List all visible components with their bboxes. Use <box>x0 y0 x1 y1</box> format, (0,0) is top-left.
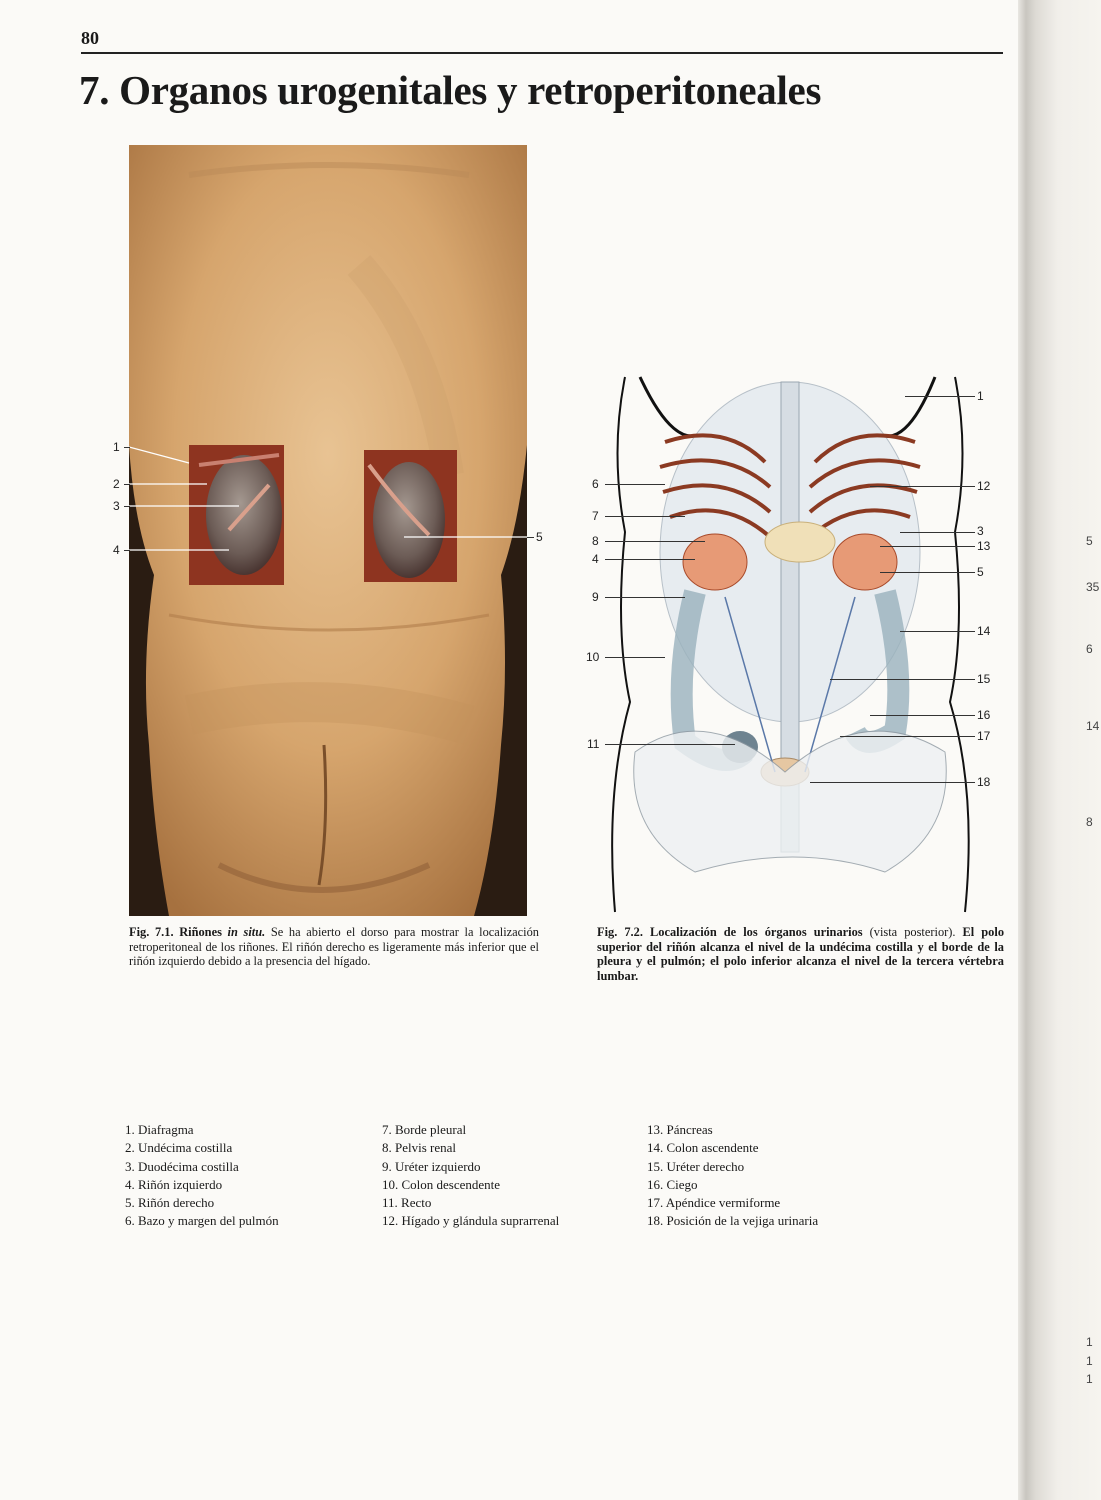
diagram-callout-15: 15 <box>977 672 991 686</box>
facing-page-number: 1 <box>1086 1372 1093 1386</box>
legend-item: 2. Undécima costilla <box>125 1140 233 1156</box>
diagram-callout-16: 16 <box>977 708 991 722</box>
facing-page-number: 14 <box>1086 719 1100 733</box>
legend-item: 3. Duodécima costilla <box>125 1158 239 1174</box>
diagram-callout-17: 17 <box>977 729 991 743</box>
facing-page-number: 8 <box>1086 815 1093 829</box>
figure1-caption <box>129 925 539 969</box>
diagram-callout-13: 13 <box>977 539 991 553</box>
facing-page-number: 5 <box>1086 534 1093 548</box>
urinary-organs-diagram <box>585 372 1005 917</box>
legend-item: 14. Colon ascendente <box>647 1140 759 1156</box>
legend-item: 6. Bazo y margen del pulmón <box>125 1213 279 1229</box>
diagram-callout-7: 7 <box>592 509 599 523</box>
figure2-heading: Localización de los órganos urinarios <box>649 925 863 939</box>
legend-item: 16. Ciego <box>647 1176 698 1192</box>
figure1-heading: Riñones <box>179 925 228 939</box>
diagram-callout-11: 11 <box>587 737 600 751</box>
legend-item: 7. Borde pleural <box>382 1122 467 1137</box>
facing-page-number: 1 <box>1086 1335 1093 1349</box>
diagram-callout-1: 1 <box>977 389 984 403</box>
legend-item: 10. Colon descendente <box>382 1176 501 1192</box>
legend-item: 1. Diafragma <box>125 1122 194 1137</box>
facing-page-number: 1 <box>1086 1354 1093 1368</box>
legend-item: 15. Uréter derecho <box>647 1158 745 1174</box>
legend-item: 13. Páncreas <box>647 1122 713 1137</box>
header-rule <box>81 52 1003 54</box>
figure2-label: Fig. 7.2. <box>597 925 643 939</box>
diagram-callout-10: 10 <box>586 650 600 664</box>
legend-column-2 <box>382 1121 559 1231</box>
legend-item: 17. Apéndice vermiforme <box>647 1195 781 1211</box>
photo-callout-1: 1 <box>113 440 120 454</box>
legend-item: 9. Uréter izquierdo <box>382 1158 481 1174</box>
diagram-callout-3: 3 <box>977 524 984 538</box>
photo-callout-2: 2 <box>113 477 120 491</box>
legend-item: 4. Riñón izquierdo <box>125 1176 223 1192</box>
diagram-callout-14: 14 <box>977 624 991 638</box>
kidney-in-situ-photo <box>129 145 527 916</box>
legend-item: 18. Posición de la vejiga urinaria <box>647 1213 819 1229</box>
figure2-text-plain: (vista posterior). <box>869 925 956 939</box>
diagram-callout-9: 9 <box>592 590 599 604</box>
diagram-callout-12: 12 <box>977 479 991 493</box>
chapter-title: 7. Organos urogenitales y retroperitoneales <box>79 67 822 113</box>
photo-callout-5: 5 <box>536 530 543 544</box>
facing-page-number: 6 <box>1086 642 1093 656</box>
legend-item: 11. Recto <box>382 1195 432 1211</box>
photo-callout-3: 3 <box>113 499 120 513</box>
binding-gutter <box>1018 0 1101 1500</box>
photo-callout-4: 4 <box>113 543 120 557</box>
diagram-callout-18: 18 <box>977 775 991 789</box>
figure1-text: Se ha abierto el dorso para mostrar la localización retroperitoneal de los riñones. El riñón derecho es ligeramente más inferior que el riñón izquierdo debido a la presencia del hígado. <box>129 925 539 969</box>
legend-column-3 <box>647 1121 818 1231</box>
figure2-caption <box>597 925 1004 983</box>
diagram-callout-8: 8 <box>592 534 599 548</box>
figure1-label: Fig. 7.1. <box>129 925 174 939</box>
figure1-heading-italic: in situ. <box>227 925 266 939</box>
page-number: 80 <box>81 28 99 48</box>
diagram-callout-4: 4 <box>592 552 599 566</box>
figure2-text-bold: El polo superior del riñón alcanza el nivel de la undécima costilla y el borde de la pleura y el pulmón; el polo inferior alcanza el nivel de la tercera vértebra lumbar. <box>597 925 1005 983</box>
legend-column-1 <box>125 1121 279 1231</box>
legend-item: 8. Pelvis renal <box>382 1140 457 1156</box>
facing-page-number: 35 <box>1086 580 1100 594</box>
diagram-callout-5: 5 <box>977 565 984 579</box>
diagram-callout-6: 6 <box>592 477 599 491</box>
legend-item: 5. Riñón derecho <box>125 1195 215 1211</box>
legend-item: 12. Hígado y glándula suprarrenal <box>382 1213 560 1229</box>
